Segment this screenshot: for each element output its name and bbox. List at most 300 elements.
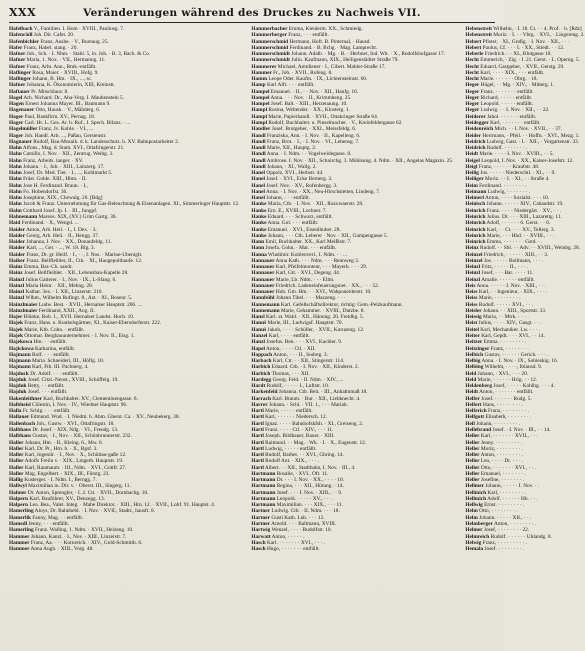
entry-surname: Heger [465,101,480,108]
entry-surname: Hajekowa [9,339,33,346]
entry-details: Gustav, · I., Nov. · XII., Schönbrunnerstr. 232. [30,433,132,440]
entry-details: Gusti Kath. Lub. · · · 12. [270,514,325,521]
entry-surname: Heberle [465,51,484,58]
directory-entry [465,546,584,552]
entry-surname: Hakenleithner [9,395,42,402]
entry-surname: Hamerling [9,527,34,534]
entry-surname: Heinzel [465,257,483,264]
entry-details: Franz, Arbeits. langer. · XV. [21,157,84,164]
entry-surname: Hartl [251,420,264,427]
entry-surname: Hajmann [9,351,31,358]
entry-surname: Hannauer [251,276,275,283]
entry-details: Anton, · · · · · · · entfällt. [478,389,534,396]
entry-surname: Heller [465,477,480,484]
entry-details: Joh. Dir. Cafet. 20. [32,32,75,39]
entry-surname: Heiter [465,333,480,340]
entry-surname: Hammer [9,539,30,546]
entry-surname: Hainzl [9,295,25,302]
entry-surname: Hajek [9,320,23,327]
entry-surname: Hahn [9,201,22,208]
entry-details: Eduard, Gastgeber, · XVII., Gerstg. 29. [478,63,565,70]
entry-details: Johann, B. Hm. · IX., ..., sc. [30,76,93,83]
entry-details: Ferdinand. · B. Bchg. · Mag. Lamprecht. [288,44,378,51]
entry-surname: Heigl [465,163,478,170]
entry-surname: Heim [465,182,478,189]
entry-details: Josef. · · · · · · Rudg. 5. [479,395,532,402]
entry-surname: Hartmann [251,489,276,496]
entry-details: Friedrich. Ladeneinfeuerungsnet. · XX., · · · 52. [274,282,380,289]
entry-surname: Hahn [9,188,22,195]
entry-details: Marie. · · · · I. Nov. · XVIII., · · 5. [478,151,554,158]
entry-details: Franz, Jv. Koble. · VI., ... [37,126,94,133]
entry-surname: Hafenbichler [9,38,39,45]
entry-surname: Heinrich [465,232,486,239]
entry-details: Marie, XII., Hauptg. 2. [265,145,317,152]
entry-surname: Hannbühl [251,295,275,302]
entry-surname: Hanuš [251,320,267,327]
entry-surname: Hammerer [251,63,277,70]
entry-details: Hans, · · · · · · · · . [481,401,523,408]
entry-details: Anton, · · · II., Sudreg. 3. [272,351,328,358]
entry-surname: Hainzl [9,282,25,289]
entry-surname: Hartner [251,514,271,521]
entry-surname: Heist [465,320,478,327]
entry-details: Rudolf, Buchhalter. u. Pinselmacher. · V., Kreinfeldergasse 62. [267,119,403,126]
entry-surname: Heller [465,470,480,477]
entry-surname: Hemala [465,546,484,553]
entry-surname: Hamp [251,82,266,89]
entry-details: Johann, Hm. · II., Kleing. 6., Mw. 6. [23,439,103,446]
entry-surname: Heiss [465,289,478,296]
entry-surname: Hansl [251,314,265,321]
entry-details: Marie. · · · · · · Obrg. · 18. [478,76,538,83]
entry-details: Jacob & Franz. Unternehmung für Gas-Beleuchtung & Eisenanlagen. XI., Simmeringer Hauptstr. 12. [21,201,240,208]
entry-surname: Heitel [465,326,479,333]
entry-details: Carl. Hr. L. Ges. Ar. b. Ruf., I. Spech. Bilanz. · ... [23,119,131,126]
entry-details: Richard, · · · · · entfällt. [479,94,533,101]
entry-details: Leopold. · · · · · entfällt. [479,101,534,108]
entry-surname: Hanel [251,176,266,183]
entry-details: Hugo, · · · · · · · entfällt. [265,546,320,553]
entry-surname: Harwatt [251,533,271,540]
entry-details: Ferdinand. · X., Wengd. ... [20,220,79,227]
entry-surname: Harrach [251,395,271,402]
entry-surname: Hanel [251,188,266,195]
entry-surname: Harrer [251,401,268,408]
entry-details: Dr. Adolf. · · · entfällt. [28,370,79,377]
entry-surname: Hahn [9,182,22,189]
entry-details: Rudolf. · · · · · XVI., · · . [477,301,534,308]
entry-details: Johanna, I. Nov. · XX., Donaufeldg. 11. [25,239,112,246]
entry-details: Hm. · · entfällt. [32,339,67,346]
entry-details: Emanuel. · II., · · Nov. · XII., Hanfg. 16. [269,88,359,95]
entry-details: Leo. Bea., Valet. Integ. · Mabe Direktor, · XIII., Hrn. 12. · XVII., Lobf. 91. Hauptst. 4. [28,502,216,509]
directory-entry [251,546,453,552]
entry-surname: Halmer [9,489,27,496]
entry-details: Hub. Gm. Hm. · · XVI., Wahponeiderstr. 10. [274,289,372,296]
entry-surname: Hanke [251,220,267,227]
entry-surname: Haider [9,251,26,258]
entry-surname: Haider [9,239,26,246]
entry-details: Leo, · · · · Dr. · · · . [479,458,524,465]
entry-details: Josef, · · · · · Kohlbg. · · · 4. [492,383,555,390]
entry-surname: Hebenstreit [465,26,492,32]
entry-details: Karl. Gefellschäftsdirektor, richtig: Gem.-Pelzkaufmann. [279,301,403,308]
entry-surname: Heinrich [465,220,486,227]
entry-details: Moriz. · I. · · Vbrg. · XVI., · Lingereng. 2. [491,32,585,39]
entry-details: Franz, · · · · · · · . [489,345,529,352]
entry-surname: Hagel [9,94,23,101]
entry-surname: Harbach [251,358,272,365]
entry-surname: Hagnauer [9,138,32,145]
entry-details: Anna. · I. Nov. · IX., Sobieskig. 16. [480,358,559,365]
entry-details: Johann, · XI., Wallg. 2. [265,163,317,170]
entry-surname: Heinrich [465,226,486,233]
entry-details: Emil, Buchhalter. XX., Karl Meißlstr. 7. [264,239,352,246]
entry-details: Johann. · · XIII., Sportstr. 33. [481,307,547,314]
entry-surname: Hartl [251,427,264,433]
entry-details: Aloys, Dr. Bahnhebl. · I. Nov. · XVII., Stadtr., hausft. 8. [33,508,155,515]
entry-details: Johann Tibel. · · · Mazzeng. · · · [274,295,346,302]
entry-surname: Hecht [465,69,479,76]
entry-details: Rolf. · · · entfällt. [30,351,71,358]
entry-details: Paulus, Cf. · · · I. · XX., Stiedt. · · 12. [481,44,565,51]
entry-surname: Heinzl [465,276,481,283]
entry-details: Franz. · · · · Niedergärt. · XV., · · . [485,207,562,214]
entry-details: Julius Gatterer. · I., Nov. · IX., L-Sfang. 6. [24,276,117,283]
entry-surname: Hammerberger [251,32,287,39]
entry-details: Johann, · · · entfällt. [265,195,310,202]
entry-details: Oppolz, XVI., Herbstr. 44. [265,170,324,177]
entry-details: Ferdinand, XXII., Aug. II. [37,307,95,314]
entry-surname: Heidegger [465,119,489,126]
entry-surname: Hartner [251,508,271,515]
entry-details: Wlhm., Wilhelm Rufingt. 8., Ast. · XI., Rosenr. 5. [24,295,133,302]
entry-details: Jos. · · · · · Niederschtl. · XI., · · 9. [478,170,556,177]
entry-details: Karl, Gtr. · XVI., Degeng. 44. [274,270,341,277]
entry-details: Moriz, · · · · · · · · . [479,445,523,452]
entry-details: Karl, ..., Ger. · ..., W. 18. Blg. 3. [25,245,95,252]
entry-details: Emma. · · · · · · · · . [482,339,527,346]
entry-details: Rosalie, · XVI., Oft. 11. [275,470,329,477]
page-number: XXX [9,6,37,19]
entry-surname: Hafner [9,63,26,70]
entry-surname: Hamerling [9,508,34,515]
entry-surname: Haider [9,226,26,233]
entry-surname: Handl [251,138,266,145]
entry-surname: Hanke [251,213,267,220]
entry-surname: Heinzel [465,251,483,258]
entry-details: Marie, · · · · · entfällt. [263,408,313,415]
entry-details: Karl, Ftb. III. Pachnerg. 4. [30,364,89,371]
entry-details: Karl, · · Ingenieur, · XIX., · · · . [477,289,548,296]
entry-details: Rudolf, · · · · · I., Luftstr. 10. [265,383,330,390]
entry-details: Franz, Dr. gr. Heilf. · I., · ·, I. Nos. · Marine-Ubeniglt. [25,251,143,258]
page-header [9,6,495,23]
entry-surname: Hammer [251,69,272,76]
entry-surname: Helfgott [465,414,485,421]
entry-details: Anton, · · · · · · · · . [492,520,537,527]
entry-details: Marie, · · · Hbd. · · XVIII., · · . [485,232,555,239]
entry-details: Marie, III., Ludwigsf. Hauptstr. 70. [266,320,343,327]
entry-surname: Hajduk [9,376,27,383]
entry-details: Anton, Arb. Heil. · I., I. Dex. · 3. [25,226,97,233]
entry-details: Josef. · XVI., Ecke Bernerg. 3. [265,176,333,183]
entry-details: Johann. · · · · · XIV., Cabaudstr. 19. [485,201,564,208]
directory-entry [9,546,239,552]
entry-surname: Heinisch [465,201,486,208]
entry-surname: Hajek [9,326,23,333]
entry-details: Fr. Schlg. · · · entfällt. [21,408,71,415]
entry-surname: Helmberger [465,520,493,527]
entry-surname: Hannauer [251,282,275,289]
entry-surname: Hajmann [9,358,31,365]
entry-surname: Hartl [251,458,264,465]
entry-details: Karl, Bauführer, XV., Denzegg. 13. [28,495,106,502]
entry-surname: Handler [251,126,271,133]
entry-surname: Hainz [9,270,23,277]
entry-details: Mag. Engelbert. · XIX., III., Fürstg. 23. [23,470,110,477]
entry-details: Maria, · · Mtrk. · · · . [481,314,529,321]
entry-surname: Hamerlik [9,514,31,521]
entry-surname: Hallig [9,477,23,484]
entry-surname: Heidt [465,151,479,158]
entry-surname: Halbheisl [9,401,31,408]
entry-surname: Hampl [251,119,268,126]
running-title: Veränderungen während des Druckes zu Nachweis VII. [83,7,421,19]
entry-details: Ludwig. Ctb. · II. Ndm. · · · 18. [270,508,340,515]
entry-details: Anton, · · · · · · · · . [479,452,523,459]
entry-surname: Hanke [251,201,267,208]
entry-details: Karl, Dr. Pr., Hrn. b. · X., Bgsf. 3. [23,445,98,452]
entry-surname: Hainz [9,264,23,271]
entry-surname: Hampel [251,101,270,108]
entry-details: Karl Alfr. · · · entfällt. [265,82,315,89]
entry-details: Elisabeth, · · · · · · · . [484,414,532,421]
entry-surname: Helbich [465,351,484,358]
entry-surname: Hartner [251,520,271,527]
entry-surname: Hanel [251,182,266,189]
entry-details: Rudolf, Bau-Mosaik. d. k. Landesschutz. b. XV. Bahnpostarbeiter 2. [31,138,180,145]
entry-surname: Hartmann [251,477,276,484]
entry-details: Mareos. XIX, (XV.) Grim Gartg. 36. [37,213,117,220]
entry-details: Anna. Gol. · · · entfällt. [266,220,319,227]
entry-details: Jakob, · · · · Schüller, · XVII., Kuruzeng. 12. [266,326,365,333]
entry-details: Anton, · · · · Ctl. · XII. [265,345,316,352]
entry-details: Karl, · · · · · · Niedersch. 12. [263,414,328,421]
entry-details: Leopold. · · · · · XV., · · · . [275,495,335,502]
entry-details: Franz, Aushe. · V., Bureaug. 25. [38,38,109,45]
entry-surname: Halla [9,408,22,415]
entry-surname: Heiliger [465,176,484,183]
entry-details: Marie, Lb. Ndm. · · · Ellm. [274,276,335,283]
entry-surname: Hardegg [251,376,272,383]
entry-details: Maria, Ctb. · I. Nov. · XII., Ruzowaerstr. 28. [266,201,364,208]
entry-details: Wilhelm, · I. 18. Ct. · · 4. Prof. · b. [Rdz] [491,26,582,32]
entry-details: Johann. · I., Jub. · XIII., Lainzerg. 17. [21,163,105,170]
entry-surname: Handl [251,151,266,158]
entry-surname: Hebert [465,38,482,45]
entry-surname: Heinzl [465,264,481,271]
entry-surname: Hannemann [251,301,280,308]
entry-details: Josef. · I. Nov. · III., · · 14. [491,427,551,433]
entry-surname: Hajduk [9,389,27,396]
entry-surname: Handl [251,132,266,139]
entry-details: Ignaz. · · · · Bahnhofskfsh. · XI., Greiseng. 2. [263,420,364,427]
entry-surname: Hagen [9,101,24,108]
entry-surname: Hann [251,239,265,246]
entry-details: Franz, Habel. stang. · 20. [22,44,78,51]
entry-details: Moriz. · · I. · XI., · · Straße 4. [483,176,550,183]
entry-details: Franziska, Ann. · I. Nov. · II., Kapelleng. 6. [265,132,361,139]
entry-surname: Hammer [9,533,30,540]
entry-details: Katharina, entfällt. [33,345,76,352]
entry-details: Fräst. Gohle. XIII., Hhm. · II. [21,176,87,183]
entry-surname: Heidenreich [465,126,494,133]
entry-surname: Happach [251,351,273,358]
entry-details: Josef, Dr. Med. Tier. · I., ..., Kohlmarkt 5. [21,170,113,177]
entry-details: Karl, Buchhalter. XV., Clementinengasse. 8. [41,395,138,402]
entry-details: V., Familien. I. Hom · XVIII., Pauliusg. 7. [32,26,125,32]
entry-surname: Hafer [9,44,23,51]
entry-details: Amalie. · · · · · · entfällt. [480,276,535,283]
entry-details: Paul, Bankfirm. XV., Pernag. 18. [23,113,96,120]
entry-surname: Haftauer [9,88,30,95]
entry-details: Fo. Hobendorfst. 36. [21,188,68,195]
entry-details: Franz, Aa. · · · Kornreich. · XIV., Gold-Schmittb. 6. [29,539,143,546]
entry-surname: Haflinger [9,76,31,83]
entry-surname: Hallauer [9,414,30,421]
entry-details: Rosina, Weltender. · XX., Klosterg. 1. [267,107,350,114]
entry-surname: Hahn [9,207,22,214]
entry-surname: Heilig [465,170,479,177]
entry-surname: Hammerschmid [251,38,289,45]
entry-details: Franz, Arbt. Ann., Rmk.-entfällt. [25,63,97,70]
entry-surname: Hanzl [251,339,266,346]
entry-surname: Heissig [465,314,482,321]
entry-details: Karl, · · Ct. · · · XV., Tellerg. 3. [485,226,555,233]
entry-surname: Hahn [9,176,22,183]
entry-details: Josef. Nov. · XV., Rofenbergg. 3. [265,182,338,189]
entry-surname: Heisler [465,307,482,314]
entry-surname: Handl [251,145,266,152]
entry-details: Maximilian in. Dir. v. · Oberst. III., Singerg. 11. [26,483,131,490]
entry-surname: Hanke [251,232,267,239]
entry-surname: Hebert [465,44,482,51]
entry-surname: Helfert [465,401,482,408]
entry-details: Mich. · · I. Nov. · XVII., · · 37. [493,126,562,133]
entry-surname: Hajduk [9,383,27,390]
entry-surname: Hammerschmidt [251,57,290,64]
entry-surname: Heitzer [465,339,483,346]
entry-details: Karl. Braum. · Bur. · XII., Liebknecht. 4. [270,395,361,402]
entry-details: Ludw. Best. · XVII., Hernalser Hauptstr. 206. ... [37,301,142,308]
entry-details: Leope Oder. Kaufm. · IX., Lichtensteinstr. 60. [267,76,368,83]
entry-details: Dr. Josef. · XIX. Ndg. · VI., Freudg. 13. [30,427,119,433]
entry-details: Johann. Adalb. · Mg. · B. · Herbner, Ind. Wit. · X., Rudolfshofgasse 17. [289,51,445,58]
entry-surname: Hannauer [251,289,275,296]
entry-details: Johann, · · · · · · · · . [474,420,521,427]
entry-details: Johann, Kanzl. · I., Nov. · XIII., Linzerstr. 7. [29,533,127,540]
entry-details: Rudolf, Barbet. · · XVI., Gbring. 14. [263,452,344,459]
entry-details: Franz, Brot. · I., · I. Nov. · VI., Lebensg. 7. [265,138,360,145]
entry-details: Jenny. · · · · · · · · . [479,439,522,446]
entry-details: Anton, · · · · · . [270,533,305,540]
entry-details: Josef. Bellfleibler. · XII., Lebensbau-Kapelle 28. [22,270,129,277]
entry-surname: Heinrich [465,207,486,214]
entry-details: Franz. Walling. 1. Ndm. · XVII., Heizeng. 10. [33,527,134,534]
entry-surname: Haflinger [9,69,31,76]
entry-details: Hügel, · · Mg. · XIV., · Mitterg. 1. [479,82,555,89]
entry-surname: Hellmer [465,483,485,490]
entry-details: Julius, · · · · XIV., Gasgt. · · . [477,320,542,327]
entry-details: Anna. · · · Nov. · II., Krimmheng. 25. [269,94,352,101]
entry-details: Karl, · · · · · · · entfällt. [488,119,541,126]
entry-details: Eduard. · · · Schwarz, entfällt. [266,213,333,220]
entry-details: Jose H. Ferdinand. Braun. · I., [21,182,88,189]
entry-surname: Hafelbach [9,26,33,32]
entry-details: Adolf, · · · · · · 6. Gerst. · · 6. [485,220,551,227]
entry-surname: Held [465,376,477,383]
entry-details: Anna Kath. · · · Ndm. · · · Rennweg 3. [274,257,360,264]
entry-details: Gotthard Josef. Jp. I. · III., Jungpf. [21,207,98,214]
entry-details: Josefus. Ben. · · · XVI., Kachler. 9. [265,339,343,346]
entry-surname: Hell [465,420,475,427]
entry-surname: Heldt [465,389,479,396]
entry-surname: Handl [251,163,266,170]
entry-surname: Hahn [9,195,22,202]
entry-details: Dr. Anton, Sprengler, · I. 2. Ctt. · XVII., Dornbachg. 10. [26,489,149,496]
entry-details: Karl. at. Wald. · XII., Hänung. 20. Freidhg. 5. [264,314,364,321]
entry-surname: Helferich [465,408,487,415]
entry-details: Emmerich, · Zig. · I. 21. Gerst. · I., Operng. 5. [478,57,580,64]
entry-surname: Heger [465,94,480,101]
entry-surname: Hanuš [251,326,267,333]
entry-surname: Hampel [251,88,270,95]
entry-details: Rudolf. · · · · · · Uhlandg. 8. [489,533,552,540]
entry-surname: Hecht [465,57,479,64]
entry-surname: Heger [465,88,480,95]
entry-details: Ludwig, · · · · · entfällt. [263,445,317,452]
entry-details: Karl, Ingeniir. · I., Nov. · X., Schüttau-gaße 12. [23,452,127,459]
entry-details: Rudolf. · · · · · · · . [485,145,528,152]
entry-details: Wilhelm, · · · ·, Iblansd. 9. [483,364,543,371]
entry-details: Otto, · · · · · · · · . [477,508,518,515]
entry-surname: Haller [9,445,24,452]
entry-details: Johann, · · · Cth. Leberer · Nov. · XII., Gumpengasse 5. [266,232,388,239]
entry-surname: Hannauer [251,264,275,271]
entry-surname: Haller [9,439,24,446]
entry-details: Kathar. 3ex. · I. XII., Linzerstr. 210. [24,289,103,296]
entry-details: Karl, Pfeifelmonteur, · · · Mayerh. · · · 29. [274,264,368,271]
entry-details: Marie, Ktb. Cohn. · entfällt. [22,326,85,333]
entry-surname: Hager [9,113,24,120]
entry-surname: Hagelmüller [9,126,38,133]
entry-surname: Haller [9,458,24,465]
entry-details: Joseph. Bildhauer, Bauer. · XIII. [263,433,335,440]
entry-surname: Hanke [251,207,267,214]
entry-surname: Hartmann [251,502,276,509]
entry-surname: Hammerbacher [251,26,288,32]
entry-surname: Hanke [251,226,267,233]
entry-surname: Hellmich [465,495,487,502]
entry-surname: Hartl [251,452,264,459]
entry-details: Maximilian. · · · XIX., · · · 11. [275,502,344,509]
entry-details: Joh. Handl. Arb. ..., Paßau, Gerstenstr. [23,132,107,139]
entry-surname: Haider [9,245,26,252]
entry-surname: Hajer [9,314,23,321]
entry-surname: Helwig [465,539,482,546]
